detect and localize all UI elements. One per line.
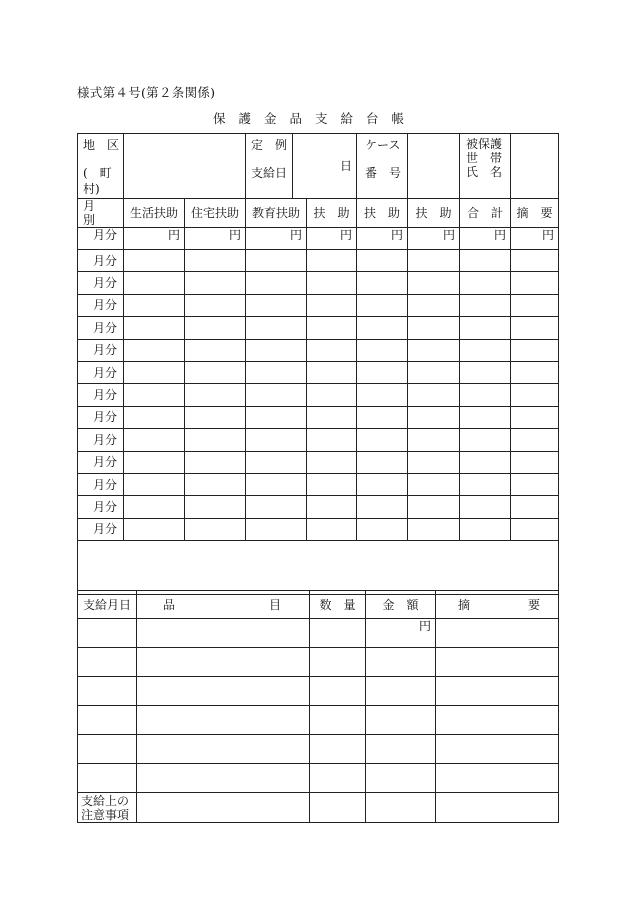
amount-field[interactable] <box>307 406 357 428</box>
notes-label-line2: 注意事項 <box>81 807 130 822</box>
amount-field[interactable] <box>246 384 307 406</box>
month-label: 月分 <box>78 384 124 406</box>
protected-household-label-cell <box>460 134 511 199</box>
yen-unit-label: 円 <box>408 228 460 250</box>
amount-field[interactable] <box>408 317 460 339</box>
month-label: 月分 <box>78 361 124 383</box>
goods-field[interactable] <box>310 706 366 735</box>
name-label: 氏 名 <box>466 165 503 179</box>
amount-field[interactable] <box>307 272 357 294</box>
goods-field[interactable] <box>436 764 559 793</box>
goods-field[interactable] <box>78 677 137 706</box>
amount-field[interactable] <box>185 496 246 518</box>
amount-field[interactable] <box>511 317 559 339</box>
protected-label: 被保護 <box>466 137 503 151</box>
notes-field-3[interactable] <box>366 793 436 823</box>
amount-field[interactable] <box>307 473 357 495</box>
yen-unit-label: 円 <box>511 228 559 250</box>
amount-field[interactable] <box>460 406 511 428</box>
amount-field[interactable] <box>460 339 511 361</box>
goods-field[interactable] <box>137 619 310 648</box>
goods-row <box>78 735 559 764</box>
goods-row <box>78 764 559 793</box>
pay-day-label: 支給日 <box>251 166 288 180</box>
case-number-label: 番 号 <box>365 166 402 180</box>
amount-field[interactable] <box>124 339 185 361</box>
amount-field[interactable] <box>185 339 246 361</box>
goods-field[interactable] <box>366 764 436 793</box>
amount-field[interactable] <box>460 429 511 451</box>
amount-field[interactable] <box>357 496 408 518</box>
amount-field[interactable] <box>357 518 408 540</box>
goods-field[interactable] <box>78 648 137 677</box>
case-number-label-cell <box>357 134 408 199</box>
amount-field[interactable] <box>124 361 185 383</box>
amount-field[interactable] <box>185 429 246 451</box>
household-label: 世 帯 <box>466 151 503 165</box>
month-label: 月分 <box>78 228 124 250</box>
amount-field[interactable] <box>246 496 307 518</box>
amount-field[interactable] <box>511 451 559 473</box>
district-value-field[interactable] <box>124 134 246 199</box>
amount-field[interactable] <box>185 384 246 406</box>
amount-field[interactable] <box>307 339 357 361</box>
notes-field-4[interactable] <box>436 793 559 823</box>
goods-field[interactable] <box>366 735 436 764</box>
goods-field[interactable] <box>78 619 137 648</box>
amount-field[interactable] <box>357 250 408 272</box>
month-row <box>78 406 559 428</box>
goods-field[interactable] <box>137 735 310 764</box>
goods-field[interactable] <box>366 648 436 677</box>
month-row <box>78 294 559 316</box>
amount-field[interactable] <box>185 317 246 339</box>
amount-field[interactable] <box>307 317 357 339</box>
amount-field[interactable] <box>307 250 357 272</box>
yen-unit-label: 円 <box>366 619 436 648</box>
amount-field[interactable] <box>185 473 246 495</box>
amount-field[interactable] <box>357 361 408 383</box>
goods-rows <box>78 619 559 793</box>
amount-field[interactable] <box>408 272 460 294</box>
form-number-label: 様式第４号(第２条関係) <box>77 85 216 100</box>
month-row <box>78 384 559 406</box>
goods-row <box>78 677 559 706</box>
amount-field[interactable] <box>460 317 511 339</box>
amount-field[interactable] <box>185 518 246 540</box>
header-row <box>78 134 559 199</box>
amount-field[interactable] <box>460 250 511 272</box>
case-number-field[interactable] <box>408 134 460 199</box>
amount-field[interactable] <box>511 518 559 540</box>
district-label-town: ( 町 <box>83 166 112 180</box>
col-quantity: 数 量 <box>310 591 366 619</box>
district-cell <box>78 134 124 199</box>
amount-field[interactable] <box>408 339 460 361</box>
col-remarks: 摘 要 <box>511 199 559 228</box>
amount-field[interactable] <box>307 384 357 406</box>
col-aid-3: 扶 助 <box>408 199 460 228</box>
col-aid-2: 扶 助 <box>357 199 408 228</box>
amount-field[interactable] <box>246 294 307 316</box>
amount-field[interactable] <box>185 272 246 294</box>
district-label-village: 村) <box>83 182 100 196</box>
case-label: ケース <box>365 138 401 152</box>
amount-field[interactable] <box>357 294 408 316</box>
amount-field[interactable] <box>307 361 357 383</box>
amount-field[interactable] <box>185 451 246 473</box>
amount-field[interactable] <box>460 384 511 406</box>
month-row <box>78 250 559 272</box>
amount-field[interactable] <box>124 317 185 339</box>
amount-field[interactable] <box>246 406 307 428</box>
amount-field[interactable] <box>408 518 460 540</box>
amount-field[interactable] <box>246 339 307 361</box>
notes-row <box>78 793 559 823</box>
amount-field[interactable] <box>511 272 559 294</box>
month-label: 月分 <box>78 406 124 428</box>
month-label: 月分 <box>78 250 124 272</box>
amount-field[interactable] <box>124 429 185 451</box>
amount-field[interactable] <box>460 496 511 518</box>
regular-label: 定 例 <box>251 138 288 152</box>
amount-field[interactable] <box>124 384 185 406</box>
month-row <box>78 473 559 495</box>
month-row <box>78 429 559 451</box>
amount-field[interactable] <box>460 272 511 294</box>
amount-field[interactable] <box>124 406 185 428</box>
regular-pay-day-cell <box>246 134 357 199</box>
col-education-aid: 教育扶助 <box>246 199 307 228</box>
amount-field[interactable] <box>124 272 185 294</box>
goods-field[interactable] <box>137 706 310 735</box>
goods-field[interactable] <box>78 764 137 793</box>
notes-label-cell <box>78 793 137 823</box>
goods-field[interactable] <box>310 677 366 706</box>
goods-field[interactable] <box>78 706 137 735</box>
amount-field[interactable] <box>511 250 559 272</box>
amount-field[interactable] <box>246 250 307 272</box>
goods-field[interactable] <box>310 648 366 677</box>
amount-field[interactable] <box>124 473 185 495</box>
free-space-row <box>78 541 559 595</box>
amount-field[interactable] <box>511 339 559 361</box>
month-row <box>78 339 559 361</box>
goods-field[interactable] <box>436 735 559 764</box>
yen-unit-label: 円 <box>246 228 307 250</box>
amount-field[interactable] <box>408 361 460 383</box>
col-month: 月 別 <box>78 199 124 228</box>
goods-field[interactable] <box>366 677 436 706</box>
amount-field[interactable] <box>307 294 357 316</box>
amount-field[interactable] <box>246 518 307 540</box>
goods-payment-table <box>77 590 559 823</box>
day-mark: 日 <box>339 159 352 173</box>
amount-field[interactable] <box>124 250 185 272</box>
amount-field[interactable] <box>246 473 307 495</box>
amount-field[interactable] <box>246 272 307 294</box>
col-livelihood-aid: 生活扶助 <box>124 199 185 228</box>
district-label: 地 区 <box>83 138 120 152</box>
amount-field[interactable] <box>246 429 307 451</box>
month-row <box>78 496 559 518</box>
amount-field[interactable] <box>511 294 559 316</box>
month-label: 月分 <box>78 473 124 495</box>
amount-field[interactable] <box>357 384 408 406</box>
amount-field[interactable] <box>246 451 307 473</box>
month-label: 月分 <box>78 429 124 451</box>
amount-field[interactable] <box>408 451 460 473</box>
col-total: 合 計 <box>460 199 511 228</box>
amount-field[interactable] <box>460 294 511 316</box>
col-housing-aid: 住宅扶助 <box>185 199 246 228</box>
col-pay-date: 支給月日 <box>78 591 137 619</box>
yen-unit-label: 円 <box>124 228 185 250</box>
amount-field[interactable] <box>408 496 460 518</box>
goods-field[interactable] <box>436 619 559 648</box>
amount-field[interactable] <box>460 518 511 540</box>
goods-field[interactable] <box>436 648 559 677</box>
month-label: 月分 <box>78 518 124 540</box>
notes-label-line1: 支給上の <box>81 793 130 808</box>
month-row <box>78 228 559 250</box>
amount-field[interactable] <box>185 250 246 272</box>
yen-unit-label: 円 <box>185 228 246 250</box>
goods-row <box>78 619 559 648</box>
month-row <box>78 451 559 473</box>
goods-field[interactable] <box>310 764 366 793</box>
notes-field-2[interactable] <box>310 793 366 823</box>
month-label: 月分 <box>78 272 124 294</box>
amount-field[interactable] <box>511 361 559 383</box>
amount-field[interactable] <box>357 451 408 473</box>
goods-field[interactable] <box>78 735 137 764</box>
month-label: 月分 <box>78 317 124 339</box>
amount-field[interactable] <box>124 496 185 518</box>
goods-field[interactable] <box>436 677 559 706</box>
amount-field[interactable] <box>307 518 357 540</box>
goods-row <box>78 648 559 677</box>
month-row <box>78 518 559 540</box>
amount-field[interactable] <box>307 429 357 451</box>
col-aid-1: 扶 助 <box>307 199 357 228</box>
month-row <box>78 361 559 383</box>
col-goods-remarks: 摘 要 <box>436 591 559 619</box>
amount-field[interactable] <box>357 339 408 361</box>
month-rows <box>78 228 559 541</box>
column-header-row <box>78 199 559 228</box>
amount-field[interactable] <box>511 496 559 518</box>
amount-field[interactable] <box>357 406 408 428</box>
amount-field[interactable] <box>185 294 246 316</box>
month-row <box>78 317 559 339</box>
amount-field[interactable] <box>460 473 511 495</box>
col-amount: 金 額 <box>366 591 436 619</box>
amount-field[interactable] <box>307 451 357 473</box>
household-name-field[interactable] <box>511 134 559 199</box>
amount-field[interactable] <box>246 361 307 383</box>
goods-field[interactable] <box>310 619 366 648</box>
notes-field[interactable] <box>137 793 310 823</box>
amount-field[interactable] <box>460 361 511 383</box>
col-item: 品 目 <box>137 591 310 619</box>
amount-field[interactable] <box>460 451 511 473</box>
amount-field[interactable] <box>408 473 460 495</box>
amount-field[interactable] <box>307 496 357 518</box>
goods-field[interactable] <box>137 764 310 793</box>
amount-field[interactable] <box>246 317 307 339</box>
goods-row <box>78 706 559 735</box>
amount-field[interactable] <box>357 473 408 495</box>
month-label: 月分 <box>78 294 124 316</box>
amount-field[interactable] <box>408 384 460 406</box>
amount-field[interactable] <box>408 294 460 316</box>
free-space-field[interactable] <box>78 541 559 595</box>
goods-header-row <box>78 591 559 619</box>
month-label: 月分 <box>78 339 124 361</box>
amount-field[interactable] <box>185 406 246 428</box>
amount-field[interactable] <box>357 429 408 451</box>
amount-field[interactable] <box>511 384 559 406</box>
amount-field[interactable] <box>185 361 246 383</box>
goods-field[interactable] <box>436 706 559 735</box>
goods-field[interactable] <box>137 677 310 706</box>
amount-field[interactable] <box>124 451 185 473</box>
amount-field[interactable] <box>511 473 559 495</box>
yen-unit-label: 円 <box>460 228 511 250</box>
goods-field[interactable] <box>137 648 310 677</box>
amount-field[interactable] <box>124 518 185 540</box>
monthly-payment-table <box>77 133 559 595</box>
yen-unit-label: 円 <box>307 228 357 250</box>
amount-field[interactable] <box>511 406 559 428</box>
amount-field[interactable] <box>408 406 460 428</box>
month-row <box>78 272 559 294</box>
goods-field[interactable] <box>310 735 366 764</box>
amount-field[interactable] <box>408 429 460 451</box>
amount-field[interactable] <box>124 294 185 316</box>
document-title: 保護金品支給台帳 <box>212 111 417 126</box>
goods-field[interactable] <box>366 706 436 735</box>
amount-field[interactable] <box>357 317 408 339</box>
month-label: 月分 <box>78 496 124 518</box>
amount-field[interactable] <box>408 250 460 272</box>
month-label: 月分 <box>78 451 124 473</box>
yen-unit-label: 円 <box>357 228 408 250</box>
amount-field[interactable] <box>357 272 408 294</box>
amount-field[interactable] <box>511 429 559 451</box>
